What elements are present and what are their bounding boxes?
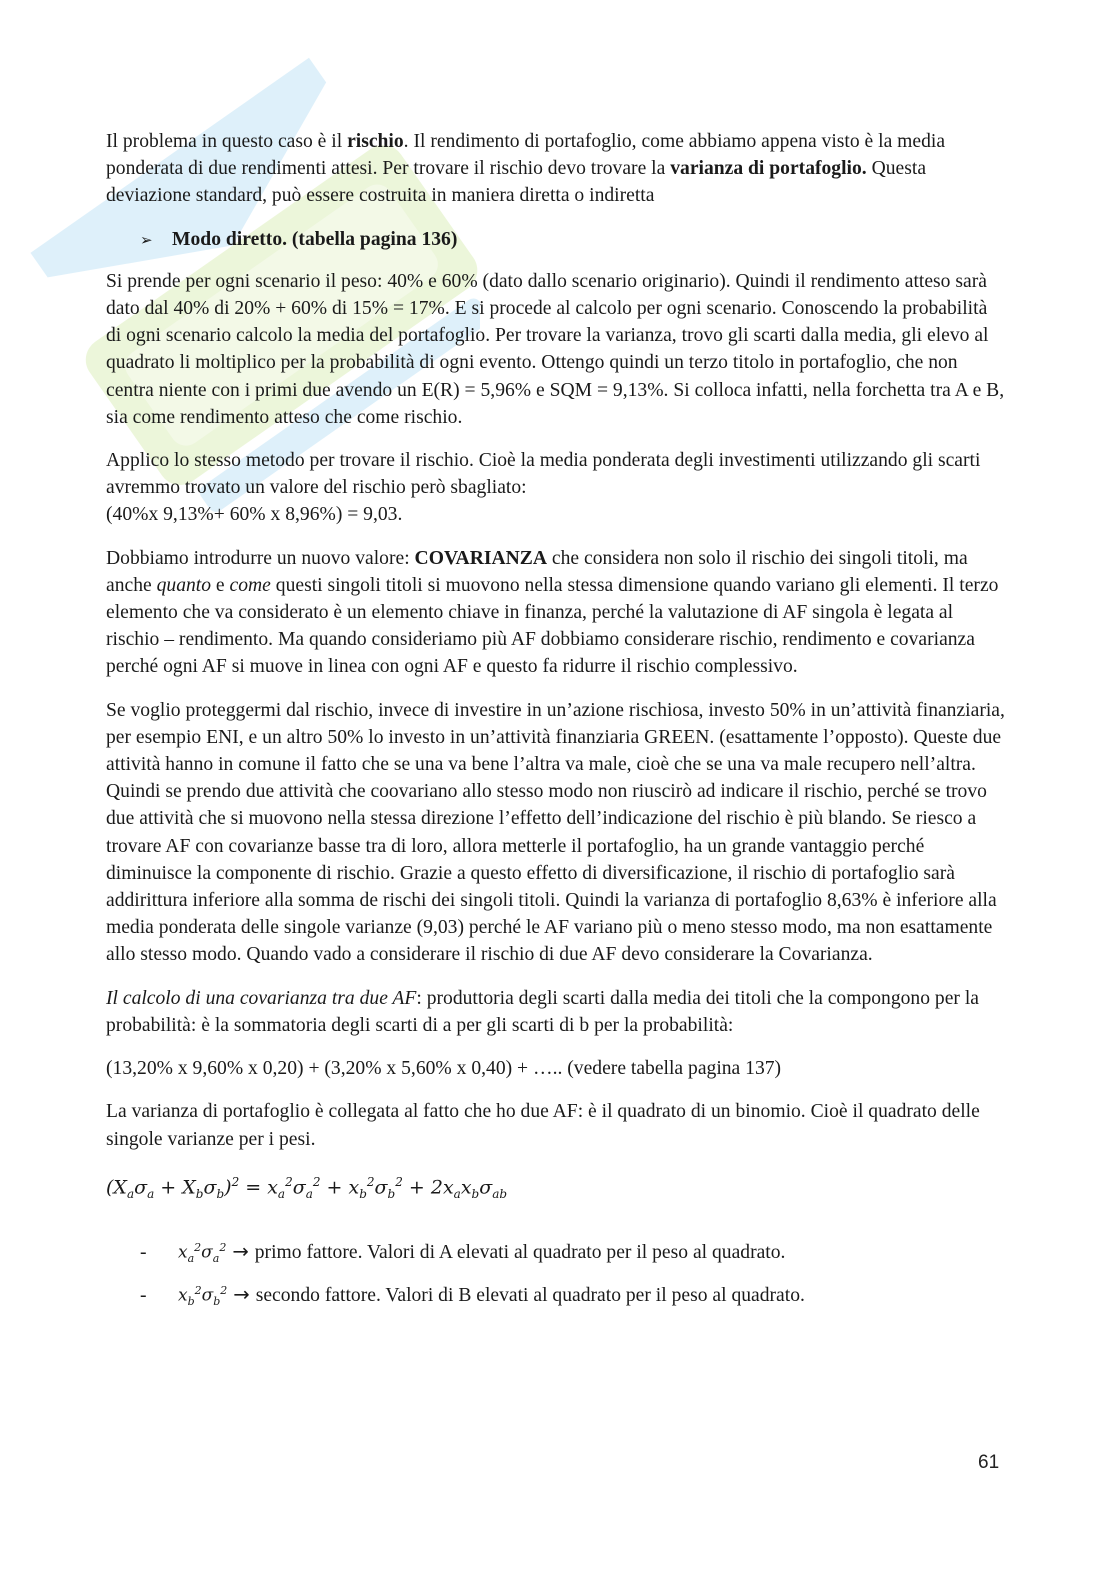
list-item xyxy=(106,1234,1006,1272)
text-span: . Il rendimento di portafoglio, come abbiamo appena visto è la media ponderata di due rendimenti attesi. Per trovare il rischio devo trovare la xyxy=(106,131,946,180)
section-heading-text: Modo diretto. (tabella pagina 136) xyxy=(172,228,458,250)
document-body xyxy=(106,128,1006,1321)
paragraph-diversification: Se voglio proteggermi dal rischio, invece di investire in un’azione rischiosa, investo 50% in un’attività finanziaria, per esempio ENI, e un altro 50% lo investo in un’attività finanziaria GREEN. (esattamente l’opposto). Queste due attività hanno in comune il fatto che se una va bene l’altra va male, cioè che se una va male recupero nell’altra. Quindi se prendo due attività che coovariano allo stesso modo non riuscirò ad indicare il rischio, perché se trovo due attività che si muovono nella stessa direzione l’effetto dell’indicazione del rischio è più blando. Se riesco a trovare AF con covarianze basse tra di loro, allora metterle il portafoglio, ha un grande vantaggio perché diminuisce la componente di rischio. Grazie a questo effetto di diversificazione, il rischio di portafoglio sarà addirittura inferiore alla somma de rischi dei singoli titoli. Quindi la varianza di portafoglio 8,63% è inferiore alla media ponderata delle singole varianze (9,03) perché le AF variano più o meno stesso modo, ma non esattamente allo stesso modo. Quando vado a considerare il rischio di due AF devo considerare la Covarianza. xyxy=(106,699,1005,966)
factor-list xyxy=(106,1234,1006,1316)
formula-weighted-risk: (40%x 9,13%+ 60% x 8,96%) = 9,03. xyxy=(106,504,403,526)
arrow-right-icon: → xyxy=(232,1239,249,1263)
italic-quanto: quanto xyxy=(156,574,212,596)
arrow-right-icon: → xyxy=(233,1282,250,1306)
formula-portfolio-variance: $(X_a\sigma_a + X_b\sigma_b)^2 = x_a^2\sigma_a^2 + x_b^2\sigma_b^2 + 2x_ax_b\sigma_{ab}$ xyxy=(106,1174,508,1201)
paragraph-portfolio-variance: La varianza di portafoglio è collegata al fatto che ho due AF: è il quadrato di un binomio. Cioè il quadrato delle singole varianze per i pesi. xyxy=(106,1101,980,1150)
bold-term-varianza: varianza di portafoglio. xyxy=(670,158,867,180)
text-span: Questa deviazione standard, può essere costruita in maniera diretta o indiretta xyxy=(106,158,927,207)
list-item-text: secondo fattore. Valori di B elevati al quadrato per il peso al quadrato. xyxy=(255,1284,805,1306)
italic-calc-heading: Il calcolo di una covarianza tra due AF xyxy=(106,987,417,1009)
paragraph-covariance-example: (13,20% x 9,60% x 0,20) + (3,20% x 5,60% x 0,40) + ….. (vedere tabella pagina 137) xyxy=(106,1058,782,1080)
bold-term-covarianza: COVARIANZA xyxy=(414,547,548,569)
paragraph-covariance-calc xyxy=(106,985,1006,1039)
formula-term-b: $x_b^2\sigma_b^2$ xyxy=(178,1284,228,1309)
formula-term-a: $x_a^2\sigma_a^2$ xyxy=(178,1241,227,1266)
list-item-text: primo fattore. Valori di A elevati al quadrato per il peso al quadrato. xyxy=(254,1241,786,1263)
text-span: : produttoria degli scarti dalla media dei titoli che la compongono per la probabilità: è la sommatoria degli scarti di a per gli scarti di b per la probabilità: xyxy=(106,987,979,1036)
text-span: e xyxy=(211,574,230,596)
text-span: che considera non solo il rischio dei singoli titoli, ma anche xyxy=(106,547,968,596)
paragraph-direct-method: Si prende per ogni scenario il peso: 40% e 60% (dato dallo scenario originario). Quindi il rendimento atteso sarà dato dal 40% di 20% + 60% di 15% = 17%. E si procede al calcolo per ogni scenario. Conoscendo la probabilità di ogni scenario calcolo la media del portafoglio. Per trovare la varianza, trovo gli scarti dalla media, gli elevo al quadrato li moltiplico per la probabilità di ogni evento. Ottengo quindi un terzo titolo in portafoglio, che non centra niente con i primi due avendo un E(R) = 5,96% e SQM = 9,13%. Si colloca infatti, nella forchetta tra A e B, sia come rendimento atteso che come rischio. xyxy=(106,270,1005,428)
paragraph-covarianza xyxy=(106,545,1006,681)
text-span: Il problema in questo caso è il xyxy=(106,131,348,152)
dash-marker: - xyxy=(140,1284,147,1306)
paragraph-risk-intro xyxy=(106,128,1006,210)
section-heading-modo-diretto xyxy=(140,226,1006,254)
text-span: Dobbiamo introdurre un nuovo valore: xyxy=(106,547,415,569)
page-number: 61 xyxy=(978,1452,1000,1473)
dash-marker: - xyxy=(140,1241,147,1263)
paragraph-weighted-risk xyxy=(106,447,1006,529)
italic-come: come xyxy=(229,574,271,596)
arrow-bullet-icon: ➢ xyxy=(140,230,153,249)
text-span: questi singoli titoli si muovono nella stessa dimensione quando variano gli elementi. Il terzo elemento che va considerato è un elemento chiave in finanza, perché la valutazione di AF singola è legata al rischio – rendimento. Ma quando consideriamo più AF dobbiamo considerare rischio, rendimento e covarianza perché ogni AF si muove in linea con ogni AF e questo fa ridurre il rischio complessivo. xyxy=(106,574,999,678)
text-span: Applico lo stesso metodo per trovare il rischio. Cioè la media ponderata degli investimenti utilizzando gli scarti avremmo trovato un valore del rischio però sbagliato: xyxy=(106,450,981,499)
bold-term-rischio: rischio xyxy=(347,131,404,152)
list-item xyxy=(106,1277,1006,1315)
